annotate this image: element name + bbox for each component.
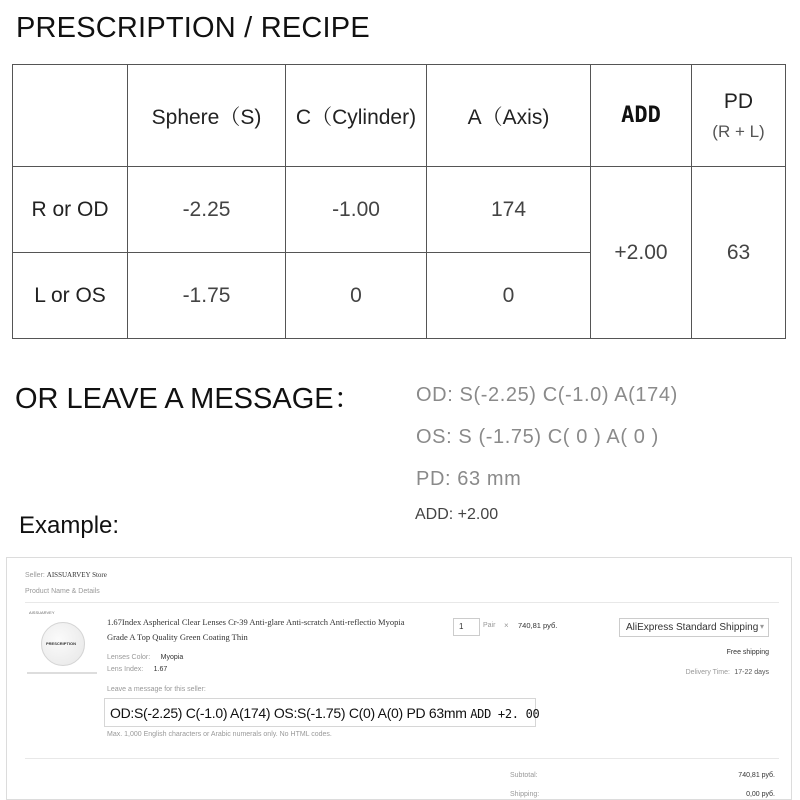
product-details-header: Product Name & Details bbox=[25, 588, 100, 595]
message-add-text: ADD +2. 00 bbox=[470, 707, 540, 721]
seller-message-text bbox=[110, 705, 539, 721]
message-os-line: OS: S (-1.75) C( 0 ) A( 0 ) bbox=[416, 426, 659, 448]
cell-pd: 63 bbox=[692, 167, 786, 339]
times-sign: × bbox=[504, 621, 509, 630]
header-pd bbox=[692, 65, 786, 167]
seller-message-field[interactable] bbox=[104, 698, 540, 727]
free-shipping-text: Free shipping bbox=[726, 649, 769, 656]
header-pd-label: PD bbox=[723, 89, 754, 113]
delivery-time bbox=[647, 661, 769, 679]
seller-message-hint: Max. 1,000 English characters or Arabic numerals only. No HTML codes. bbox=[107, 731, 332, 738]
message-main-text: OD:S(-2.25) C(-1.0) A(174) OS:S(-1.75) C(0) A(0) PD 63mm bbox=[110, 705, 467, 721]
header-sphere: Sphere（S) bbox=[128, 65, 286, 167]
lens-image bbox=[41, 622, 85, 666]
header-axis: A（Axis) bbox=[427, 65, 591, 167]
table-row bbox=[13, 167, 786, 253]
cell-sphere: -2.25 bbox=[128, 167, 286, 253]
thumb-brand: AISSUARVEY bbox=[29, 610, 55, 615]
header-pd-sub: (R + L) bbox=[712, 121, 765, 141]
header-add: ADD bbox=[591, 65, 692, 167]
quantity-input[interactable]: 1 bbox=[453, 618, 480, 636]
product-thumbnail[interactable] bbox=[25, 608, 99, 680]
seller-name-link[interactable]: AISSUARVEY Store bbox=[46, 571, 107, 579]
lens-index-value: 1.67 bbox=[153, 666, 168, 673]
shipping-method-value: AliExpress Standard Shipping bbox=[626, 622, 759, 633]
shipping-method-select[interactable] bbox=[619, 618, 769, 637]
delivery-value: 17-22 days bbox=[734, 669, 769, 676]
lens-index-row bbox=[107, 658, 167, 676]
table-corner-cell bbox=[13, 65, 128, 167]
message-add-line: ADD: +2.00 bbox=[415, 506, 499, 523]
chevron-down-icon: ▾ bbox=[759, 622, 764, 631]
row-label: L or OS bbox=[13, 253, 128, 339]
message-heading: OR LEAVE A MESSAGE： bbox=[15, 383, 363, 415]
row-label: R or OD bbox=[13, 167, 128, 253]
message-od-line: OD: S(-2.25) C(-1.0) A(174) bbox=[416, 384, 678, 406]
example-label: Example: bbox=[19, 512, 120, 539]
seller-row bbox=[25, 571, 107, 579]
cell-axis: 0 bbox=[427, 253, 591, 339]
shipping-cost-value: 0,00 руб. bbox=[746, 791, 775, 798]
shipping-cost-label: Shipping: bbox=[510, 791, 540, 798]
lens-label: PRESCRIPTION bbox=[46, 641, 77, 646]
cell-cylinder: 0 bbox=[286, 253, 427, 339]
cell-axis: 174 bbox=[427, 167, 591, 253]
divider bbox=[25, 758, 779, 759]
seller-message-label: Leave a message for this seller: bbox=[107, 686, 206, 693]
delivery-label: Delivery Time: bbox=[685, 669, 730, 676]
lens-index-label: Lens Index: bbox=[107, 666, 144, 673]
order-screenshot bbox=[6, 557, 792, 800]
prescription-table bbox=[12, 64, 786, 339]
thumb-footer-strip bbox=[27, 672, 97, 674]
subtotal-label: Subtotal: bbox=[510, 772, 538, 779]
quantity-unit: Pair bbox=[483, 622, 496, 629]
cell-add: +2.00 bbox=[591, 167, 692, 339]
header-cylinder: C（Cylinder) bbox=[286, 65, 427, 167]
cell-cylinder: -1.00 bbox=[286, 167, 427, 253]
lens-color-value: Myopia bbox=[160, 654, 184, 661]
page-title: PRESCRIPTION / RECIPE bbox=[16, 12, 370, 44]
cell-sphere: -1.75 bbox=[128, 253, 286, 339]
product-title-link[interactable]: 1.67Index Aspherical Clear Lenses Cr-39 Anti-glare Anti-scratch Anti-reflectio Myopia Grade A Top Quality Green Coating Thin bbox=[107, 617, 405, 642]
divider bbox=[25, 602, 779, 603]
lens-color-label: Lenses Color: bbox=[107, 654, 151, 661]
message-pd-line: PD: 63 mm bbox=[416, 468, 522, 490]
subtotal-value: 740,81 руб. bbox=[738, 772, 775, 779]
seller-label: Seller: bbox=[25, 572, 45, 579]
table-header-row bbox=[13, 65, 786, 167]
unit-price: 740,81 руб. bbox=[518, 621, 558, 630]
